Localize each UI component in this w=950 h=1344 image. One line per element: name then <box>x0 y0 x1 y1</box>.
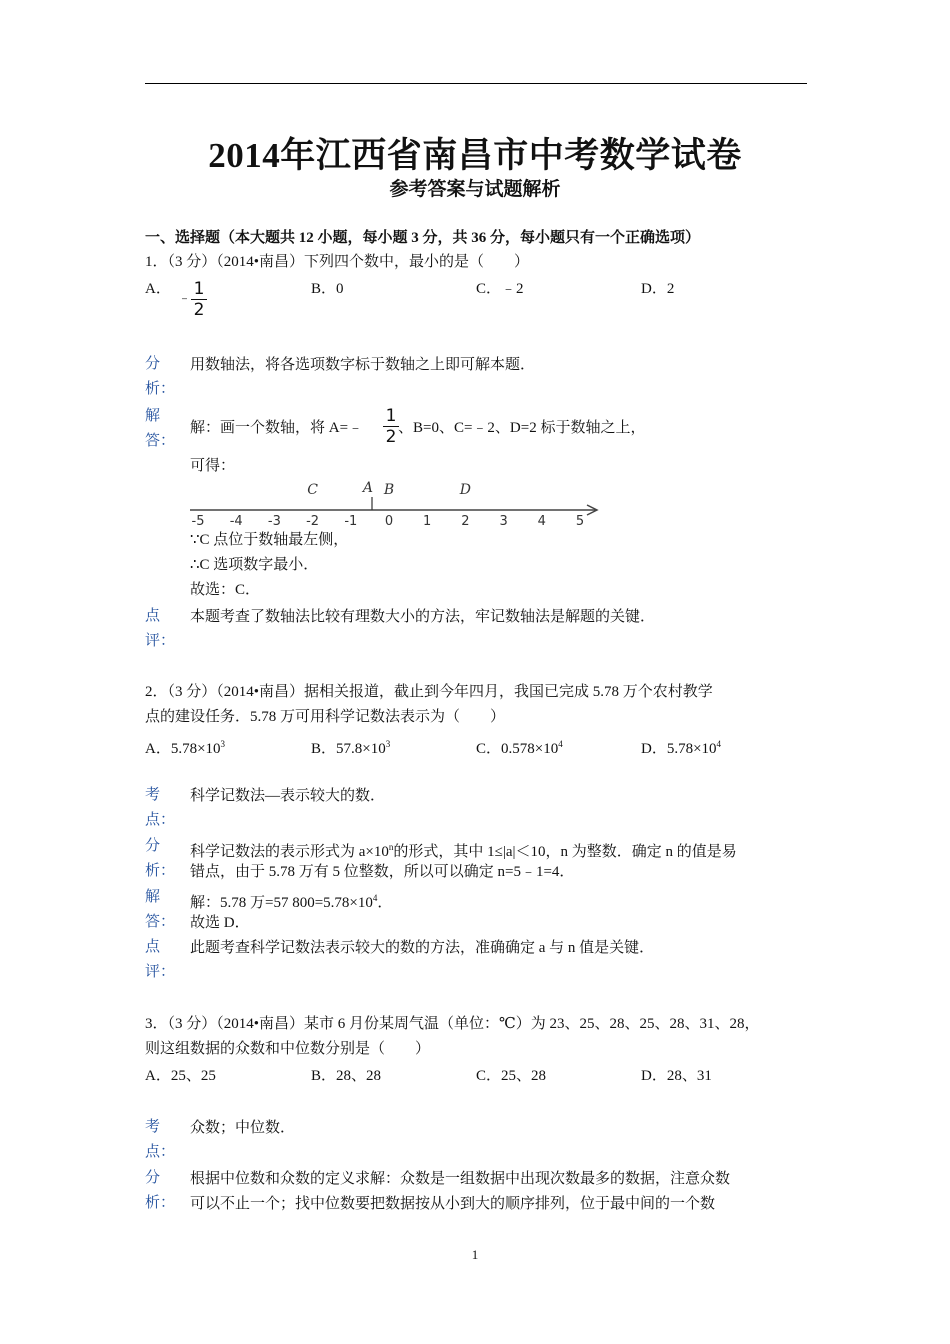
tick-label: 4 <box>537 514 546 529</box>
analysis-exponent: n <box>388 842 394 852</box>
q2-stem-line1: 2．（3 分）（2014•南昌）据相关报道，截止到今年四月，我国已完成 5.78 万个农村教学 <box>145 684 713 700</box>
q2-comment-label <box>145 935 176 985</box>
option-text: A．5.78×10 <box>145 741 221 757</box>
option-exponent: 4 <box>716 739 722 749</box>
option-text: C．0.578×10 <box>476 741 559 757</box>
tick-label: 1 <box>423 514 432 529</box>
label-top: 分 <box>145 356 161 372</box>
q3-analysis-line1: 根据中位数和众数的定义求解：众数是一组数据中出现次数最多的数据，注意众数 <box>190 1171 731 1187</box>
section-heading: 一、选择题（本大题共 12 小题，每小题 3 分，共 36 分，每小题只有一个正确选项） <box>145 230 701 246</box>
solution-text: 解：5.78 万=57 800=5.78×10 <box>190 895 373 911</box>
q1-solution-line3: ∵C 点位于数轴最左侧， <box>190 532 349 548</box>
label-top: 解 <box>145 889 161 905</box>
tick-label: 5 <box>575 514 585 529</box>
point-label-b: B <box>383 482 395 498</box>
q1-solution-post: 、B=0、C=﹣2、D=2 标于数轴之上， <box>398 420 646 436</box>
label-top: 解 <box>145 408 161 424</box>
q1-option-a-fraction <box>191 280 207 319</box>
number-line <box>186 476 606 530</box>
label-bottom: 答： <box>145 433 176 449</box>
solution-text: ． <box>377 895 393 911</box>
q2-option-b <box>311 734 390 759</box>
label-bottom: 评： <box>145 964 176 980</box>
tick-label: 2 <box>461 514 470 529</box>
q3-stem-line2: 则这组数据的众数和中位数分别是（ ） <box>145 1041 431 1057</box>
tick-label: -2 <box>306 514 320 529</box>
label-top: 点 <box>145 939 161 955</box>
tick-label: -5 <box>191 514 205 529</box>
q3-kaodian-label <box>145 1115 176 1165</box>
q1-analysis: 用数轴法，将各选项数字标于数轴之上即可解本题． <box>190 357 536 373</box>
q2-solution-line1 <box>190 888 392 913</box>
solution-exponent: 4 <box>372 893 378 903</box>
fraction-numerator: 1 <box>193 279 205 299</box>
label-bottom: 点： <box>145 1144 176 1160</box>
point-label-c: C <box>307 482 318 498</box>
page-number: 1 <box>471 1247 479 1262</box>
q2-kaodian: 科学记数法—表示较大的数． <box>190 788 386 804</box>
q2-option-a <box>145 734 225 759</box>
option-text: D．5.78×10 <box>641 741 717 757</box>
q1-solution-line2: 可得： <box>190 458 236 474</box>
q1-option-c: C．﹣2 <box>476 281 524 297</box>
label-top: 点 <box>145 608 161 624</box>
option-exponent: 4 <box>558 739 563 749</box>
label-bottom: 答： <box>145 914 176 930</box>
q2-solution-label <box>145 885 176 935</box>
q1-comment: 本题考查了数轴法比较有理数大小的方法，牢记数轴法是解题的关键． <box>190 609 656 625</box>
page-title: 2014年江西省南昌市中考数学试卷 <box>208 136 742 175</box>
tick-label: -4 <box>229 514 243 529</box>
q1-solution-line5: 故选：C． <box>190 582 261 598</box>
q1-analysis-label <box>145 352 176 402</box>
label-bottom: 析： <box>145 1195 176 1211</box>
q2-kaodian-label <box>145 783 176 833</box>
q1-option-a-label: A． <box>145 281 171 297</box>
q1-option-a-sign: ﹣ <box>178 291 192 306</box>
option-text: B．57.8×10 <box>311 741 386 757</box>
label-bottom: 析： <box>145 381 176 397</box>
q1-option-b: B．0 <box>311 281 344 297</box>
q1-comment-label <box>145 604 176 654</box>
analysis-text: 的形式，其中 1≤|a|＜10，n 为整数．确定 n 的值是易 <box>393 844 737 860</box>
tick-label: 3 <box>499 514 508 529</box>
tick-label: -3 <box>267 514 281 529</box>
q1-option-a <box>145 279 171 299</box>
label-top: 考 <box>145 787 161 803</box>
q3-kaodian: 众数；中位数． <box>190 1120 296 1136</box>
label-bottom: 点： <box>145 812 176 828</box>
q2-comment: 此题考查科学记数法表示较大的数的方法，准确确定 a 与 n 值是关键． <box>190 940 655 956</box>
fraction-numerator: 1 <box>385 406 397 426</box>
q2-analysis-label <box>145 834 176 884</box>
q2-analysis-line1 <box>190 837 737 862</box>
q1-solution-label <box>145 404 176 454</box>
q1-solution-pre: 解：画一个数轴，将 A=﹣ <box>190 420 364 436</box>
tick-label: -1 <box>344 514 358 529</box>
q3-option-b: B．28、28 <box>311 1068 382 1084</box>
header-rule <box>145 83 807 84</box>
q1-stem: 1．（3 分）（2014•南昌）下列四个数中，最小的是（ ） <box>145 254 530 270</box>
point-label-d: D <box>459 482 472 498</box>
q1-option-d: D．2 <box>641 281 675 297</box>
q3-option-d: D．28、31 <box>641 1068 712 1084</box>
label-bottom: 评： <box>145 633 176 649</box>
q2-option-d <box>641 734 721 759</box>
q1-solution-fraction <box>383 407 399 446</box>
q2-stem-line2: 点的建设任务．5.78 万可用科学记数法表示为（ ） <box>145 709 506 725</box>
q3-analysis-line2: 可以不止一个；找中位数要把数据按从小到大的顺序排列，位于最中间的一个数 <box>190 1196 716 1212</box>
q3-option-a: A．25、25 <box>145 1068 216 1084</box>
tick-label: 0 <box>384 514 394 529</box>
q3-stem-line1: 3．（3 分）（2014•南昌）某市 6 月份某周气温（单位：℃）为 23、25、28、25、28、31、28， <box>145 1016 760 1032</box>
point-label-a: A <box>362 480 373 496</box>
fraction-denominator: 2 <box>193 300 205 320</box>
label-top: 分 <box>145 1170 161 1186</box>
q2-option-c <box>476 734 563 759</box>
label-top: 考 <box>145 1119 161 1135</box>
q3-option-c: C．25、28 <box>476 1068 547 1084</box>
label-bottom: 析： <box>145 863 176 879</box>
q1-solution-line4: ∴C 选项数字最小． <box>190 557 319 573</box>
fraction-denominator: 2 <box>385 427 397 447</box>
analysis-text: 科学记数法的表示形式为 a×10 <box>190 844 389 860</box>
option-exponent: 3 <box>385 739 391 749</box>
q2-solution-line2: 故选 D． <box>190 915 250 931</box>
q3-analysis-label <box>145 1166 176 1216</box>
option-exponent: 3 <box>220 739 226 749</box>
label-top: 分 <box>145 838 161 854</box>
q2-analysis-line2: 错点，由于 5.78 万有 5 位整数，所以可以确定 n=5﹣1=4． <box>190 864 575 880</box>
page-subtitle: 参考答案与试题解析 <box>389 179 561 200</box>
